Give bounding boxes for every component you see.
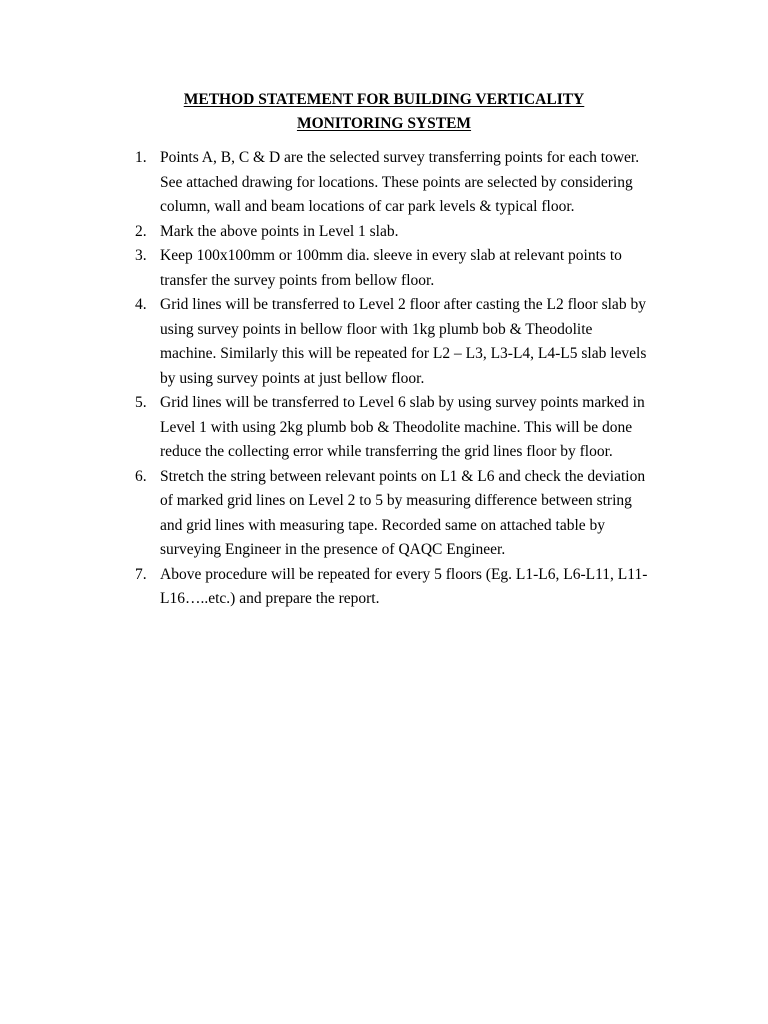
list-item <box>132 146 652 220</box>
list-item <box>132 465 652 563</box>
title-line-1: METHOD STATEMENT FOR BUILDING VERTICALITY <box>183 91 585 108</box>
step-text: Grid lines will be transferred to Level 2 floor after casting the L2 floor slab by using survey points in bellow floor with 1kg plumb bob & Theodolite machine. Similarly this will be repeated for L2 – L3, L3-L4, L4-L5 slab levels by using survey points at just bellow floor. <box>160 296 647 387</box>
step-text: Keep 100x100mm or 100mm dia. sleeve in every slab at relevant points to transfer the survey points from bellow floor. <box>160 247 622 289</box>
step-number: 6. <box>135 467 147 485</box>
step-number: 7. <box>135 565 147 583</box>
step-text: Grid lines will be transferred to Level 6 slab by using survey points marked in Level 1 with using 2kg plumb bob & Theodolite machine. This will be done reduce the collecting error while transferring the grid lines floor by floor. <box>160 394 645 460</box>
procedure-steps-list <box>132 146 652 612</box>
list-item <box>132 293 652 391</box>
list-item <box>132 220 652 245</box>
step-number: 5. <box>135 394 147 411</box>
step-text: Points A, B, C & D are the selected survey transferring points for each tower. See attached drawing for locations. These points are selected by considering column, wall and beam locations of car park levels & typical floor. <box>160 149 640 215</box>
list-item <box>132 244 652 293</box>
title-line-2: MONITORING SYSTEM <box>296 115 472 132</box>
step-number: 1. <box>135 149 147 166</box>
step-number: 4. <box>135 296 147 313</box>
step-text: Mark the above points in Level 1 slab. <box>160 222 399 240</box>
list-item <box>132 563 652 612</box>
step-text: Stretch the string between relevant points on L1 & L6 and check the deviation of marked grid lines on Level 2 to 5 by measuring difference between string and grid lines with measuring tape. Recorded same on attached table by surveying Engineer in the presence of QAQC Engineer. <box>160 467 646 558</box>
document-title <box>120 88 648 136</box>
list-item <box>132 391 652 465</box>
step-text: Above procedure will be repeated for every 5 floors (Eg. L1-L6, L6-L11, L11-L16…..etc.) and prepare the report. <box>160 565 648 607</box>
step-number: 2. <box>135 222 147 240</box>
step-number: 3. <box>135 247 147 264</box>
